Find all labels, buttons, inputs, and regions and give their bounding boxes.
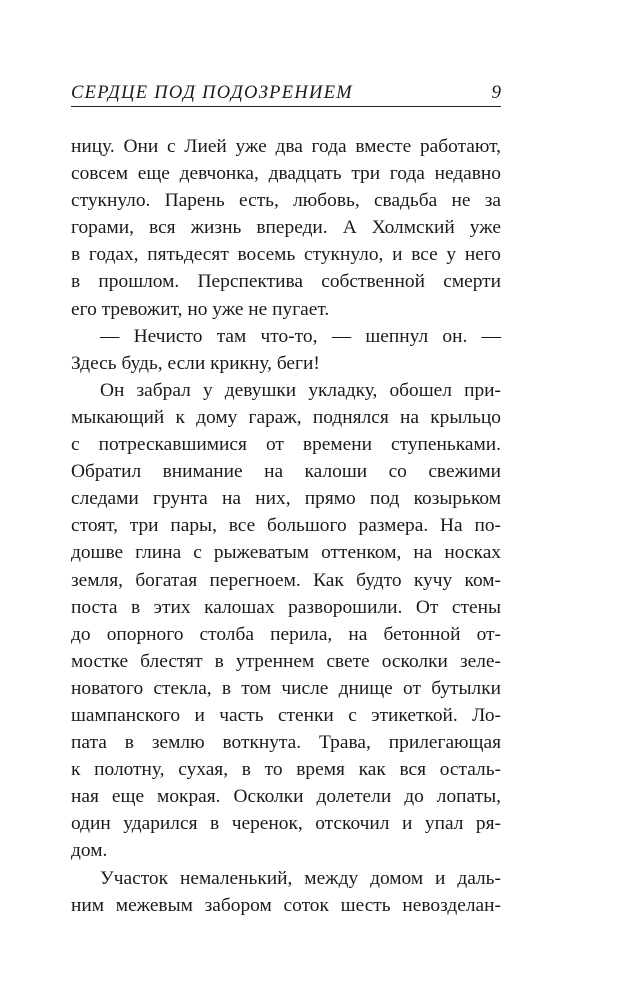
text-line: ним межевым забором соток шесть невозделан- bbox=[71, 894, 501, 916]
text-line: ницу. Они с Лией уже два года вместе работают, bbox=[71, 136, 501, 157]
text-line: ная еще мокрая. Осколки долетели до лопаты, bbox=[71, 786, 501, 808]
text-line: один ударился в черенок, отскочил и упал ря- bbox=[71, 813, 501, 835]
text-line: мостке блестят в утреннем свете осколки зеле- bbox=[71, 650, 501, 672]
text-line: дошве глина с рыжеватым оттенком, на носках bbox=[71, 542, 501, 564]
text-line: к полотну, сухая, в то время как вся осталь- bbox=[71, 759, 501, 781]
text-line: с потрескавшимися от времени ступеньками. bbox=[71, 434, 501, 456]
text-line: мыкающий к дому гараж, поднялся на крыльцо bbox=[71, 406, 501, 428]
header-rule bbox=[71, 106, 501, 107]
text-line: в годах, пятьдесят восемь стукнуло, и все у него bbox=[71, 244, 501, 266]
text-line: — Нечисто там что-то, — шепнул он. — bbox=[100, 325, 501, 347]
text-line: стоят, три пары, все большого размера. На по- bbox=[71, 515, 501, 537]
text-line: Участок немаленький, между домом и даль- bbox=[100, 867, 501, 889]
text-line: Обратил внимание на калоши со свежими bbox=[71, 461, 501, 483]
page-number: 9 bbox=[491, 82, 501, 103]
text-line: горами, вся жизнь впереди. А Холмский уже bbox=[71, 217, 501, 239]
text-line: земля, богатая перегноем. Как будто кучу ком- bbox=[71, 569, 501, 591]
text-line: новатого стекла, в том числе днище от бутылки bbox=[71, 677, 501, 699]
text-line: стукнуло. Парень есть, любовь, свадьба не за bbox=[71, 190, 501, 212]
text-line: его тревожит, но уже не пугает. bbox=[71, 298, 330, 320]
text-line: Здесь будь, если крикну, беги! bbox=[71, 352, 320, 374]
page-header bbox=[71, 82, 501, 108]
text-line: следами грунта на них, прямо под козырьком bbox=[71, 488, 501, 510]
text-line: совсем еще девчонка, двадцать три года недавно bbox=[71, 163, 501, 185]
text-line: шампанского и часть стенки с этикеткой. Ло- bbox=[71, 704, 501, 726]
text-line: Он забрал у девушки укладку, обошел при- bbox=[100, 379, 501, 401]
running-title: СЕРДЦЕ ПОД ПОДОЗРЕНИЕМ bbox=[71, 83, 353, 103]
text-line: дом. bbox=[71, 840, 108, 862]
text-line: до опорного столба перила, на бетонной от- bbox=[71, 623, 501, 645]
text-line: поста в этих калошах разворошили. От стены bbox=[71, 596, 501, 618]
text-line: в прошлом. Перспектива собственной смерти bbox=[71, 271, 501, 293]
text-line: пата в землю воткнута. Трава, прилегающая bbox=[71, 732, 501, 754]
body-text bbox=[71, 133, 501, 919]
